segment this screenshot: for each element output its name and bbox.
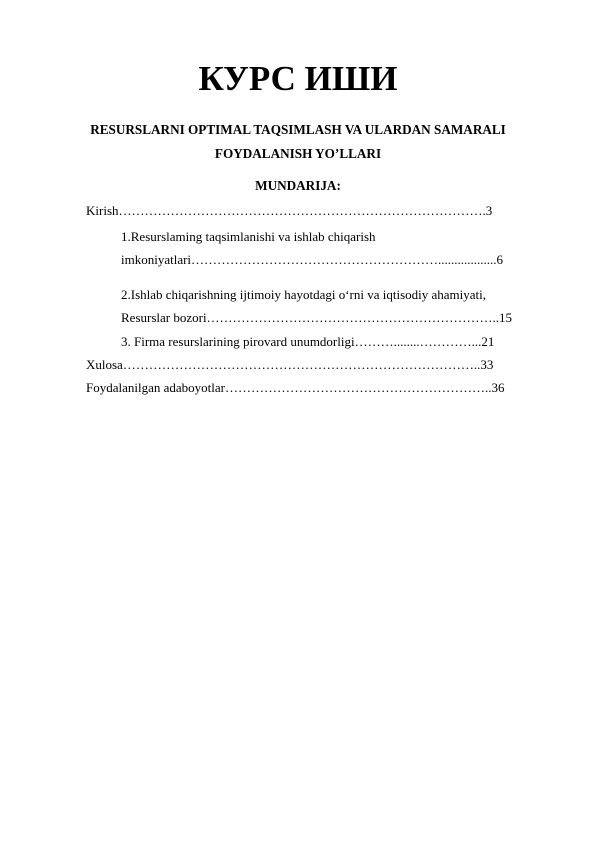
toc-entry-chapter-3: 3. Firma resurslarining pirovard unumdorligi………........…………...21: [121, 334, 495, 349]
toc-entry-chapter-1-line-2: imkoniyatlari…………………………………………………..................6: [121, 252, 504, 267]
topic-title-line-1: RESURSLARNI OPTIMAL TAQSIMLASH VA ULARDAN SAMARALI: [90, 122, 506, 137]
toc-entry-chapter-1-line-1: 1.Resurslaming taqsimlanishi va ishlab chiqarish: [121, 229, 376, 244]
toc-entry-references: Foydalanilgan adaboyotlar……………………………………………………..36: [86, 380, 505, 395]
document-title: КУРС ИШИ: [198, 59, 398, 98]
toc-entry-chapter-2-line-1: 2.Ishlab chiqarishning ijtimoiy hayotdagi o‘rni va iqtisodiy ahamiyati,: [121, 287, 487, 302]
toc-entry-chapter-2-line-2: Resurslar bozori…………………………………………………………..15: [121, 310, 513, 325]
topic-title-line-2: FOYDALANISH YO’LLARI: [214, 146, 382, 161]
toc-entry-conclusion: Xulosa………………………………………………………………………..33: [86, 357, 494, 372]
contents-heading: MUNDARIJA:: [255, 178, 341, 193]
toc-entry-intro: Kirish………………………………………………………………………….3: [86, 203, 493, 218]
